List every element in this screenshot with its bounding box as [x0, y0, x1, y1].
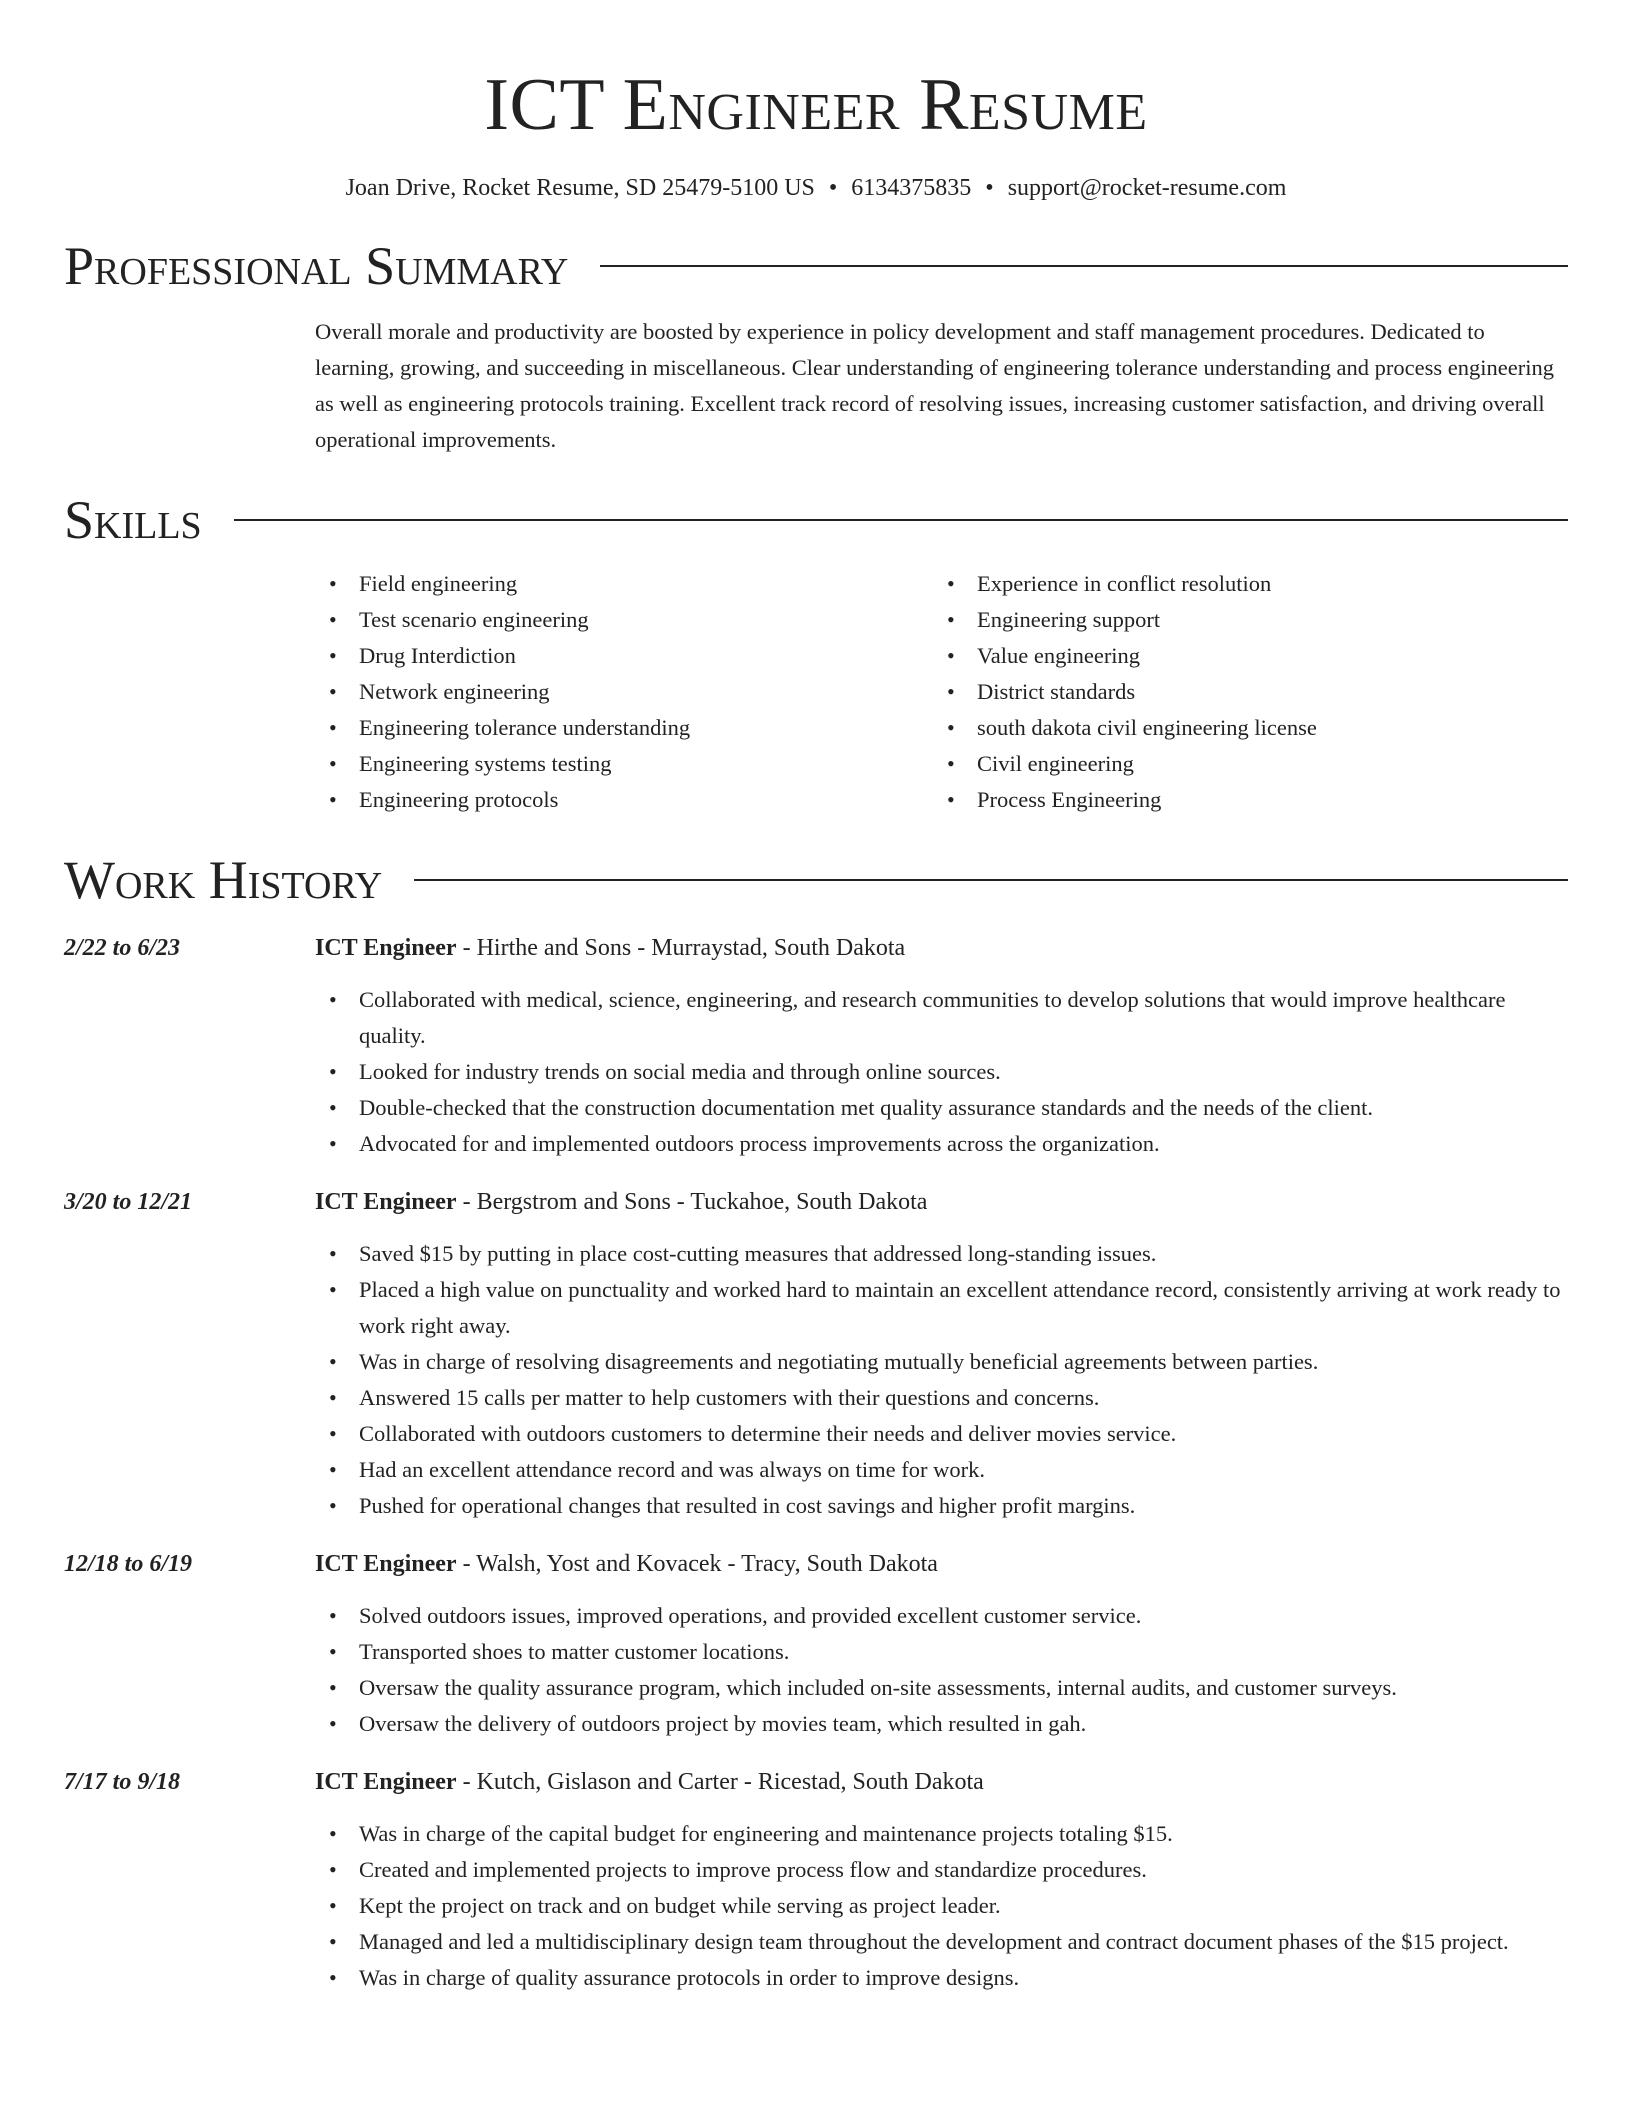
- summary-section-header: [64, 236, 1568, 296]
- summary-text: Overall morale and productivity are boosted by experience in policy development and staff management procedures. Dedicated to learning, growing, and succeeding in miscellaneous. Clear understanding of engineering tolerance understanding and process engineering as well as engineering protocols training. Excellent track record of resolving issues, increasing customer satisfaction, and driving overall operational improvements.: [315, 319, 1554, 452]
- skill-item: • Value engineering: [933, 638, 1551, 674]
- skill-item: • Engineering protocols: [315, 782, 933, 818]
- job-bullet: • Collaborated with outdoors customers to determine their needs and deliver movies service.: [315, 1416, 1568, 1452]
- job-bullets: [315, 1236, 1568, 1524]
- skill-item: • Experience in conflict resolution: [933, 566, 1551, 602]
- job-dates: 12/18 to 6/19: [64, 1551, 193, 1577]
- job-entry: [64, 1184, 1568, 1524]
- job-employer: - Kutch, Gislason and Carter - Ricestad, South Dakota: [456, 1769, 984, 1795]
- skill-item: • Civil engineering: [933, 746, 1551, 782]
- work-section-header: [64, 850, 1568, 910]
- job-entry: [64, 1764, 1568, 1996]
- job-title: ICT Engineer: [315, 1189, 457, 1215]
- skills-heading: Skills: [64, 490, 202, 550]
- job-bullet: • Transported shoes to matter customer locations.: [315, 1634, 1568, 1670]
- job-title-line: [315, 930, 1568, 966]
- section-divider: [234, 519, 1568, 521]
- skills-section-header: [64, 490, 1568, 550]
- skill-item: • Test scenario engineering: [315, 602, 933, 638]
- job-dates: 3/20 to 12/21: [64, 1189, 193, 1215]
- contact-line: [64, 172, 1568, 204]
- job-dates: 2/22 to 6/23: [64, 935, 181, 961]
- skill-item: • south dakota civil engineering license: [933, 710, 1551, 746]
- job-detail: [315, 930, 1568, 1162]
- job-detail: [315, 1184, 1568, 1524]
- contact-separator: •: [828, 175, 838, 201]
- skill-item: • Network engineering: [315, 674, 933, 710]
- job-bullet: • Had an excellent attendance record and was always on time for work.: [315, 1452, 1568, 1488]
- job-employer: - Walsh, Yost and Kovacek - Tracy, South Dakota: [456, 1551, 938, 1577]
- skills-list: [315, 566, 1568, 818]
- job-title-line: [315, 1764, 1568, 1800]
- skill-item: • Process Engineering: [933, 782, 1551, 818]
- resume-title: ICT Engineer Resume: [484, 64, 1148, 146]
- skill-item: • District standards: [933, 674, 1551, 710]
- job-bullet: • Oversaw the quality assurance program, which included on-site assessments, internal audits, and customer surveys.: [315, 1670, 1568, 1706]
- skills-column-left: [315, 566, 933, 818]
- job-title: ICT Engineer: [315, 1769, 457, 1795]
- job-title-line: [315, 1546, 1568, 1582]
- skill-item: • Engineering tolerance understanding: [315, 710, 933, 746]
- job-bullet: • Solved outdoors issues, improved operations, and provided excellent customer service.: [315, 1598, 1568, 1634]
- job-employer: - Hirthe and Sons - Murraystad, South Dakota: [456, 935, 906, 961]
- summary-heading: Professional Summary: [64, 236, 569, 296]
- job-bullet: • Collaborated with medical, science, engineering, and research communities to develop solutions that would improve healthcare quality.: [315, 982, 1568, 1054]
- job-detail: [315, 1546, 1568, 1742]
- skill-item: • Drug Interdiction: [315, 638, 933, 674]
- job-bullets: [315, 982, 1568, 1162]
- job-bullet: • Created and implemented projects to improve process flow and standardize procedures.: [315, 1852, 1568, 1888]
- job-bullet: • Kept the project on track and on budget while serving as project leader.: [315, 1888, 1568, 1924]
- job-bullet: • Oversaw the delivery of outdoors project by movies team, which resulted in gah.: [315, 1706, 1568, 1742]
- job-title-line: [315, 1184, 1568, 1220]
- contact-separator: •: [985, 175, 994, 201]
- job-entry: [64, 930, 1568, 1162]
- job-bullets: [315, 1816, 1568, 1996]
- job-bullet: • Managed and led a multidisciplinary design team throughout the development and contract document phases of the $15 project.: [315, 1924, 1568, 1960]
- job-bullet: • Pushed for operational changes that resulted in cost savings and higher profit margins.: [315, 1488, 1568, 1524]
- job-bullets: [315, 1598, 1568, 1742]
- job-title: ICT Engineer: [315, 1551, 457, 1577]
- work-heading: Work History: [64, 850, 383, 910]
- skill-item: • Engineering systems testing: [315, 746, 933, 782]
- job-bullet: • Answered 15 calls per matter to help customers with their questions and concerns.: [315, 1380, 1568, 1416]
- job-bullet: • Looked for industry trends on social media and through online sources.: [315, 1054, 1568, 1090]
- skills-column-right: [933, 566, 1551, 818]
- job-dates: 7/17 to 9/18: [64, 1769, 181, 1795]
- phone: 6134375835: [851, 175, 972, 201]
- address: Joan Drive, Rocket Resume, SD 25479-5100 US: [345, 175, 815, 201]
- job-bullet: • Was in charge of quality assurance protocols in order to improve designs.: [315, 1960, 1568, 1996]
- skill-item: • Engineering support: [933, 602, 1551, 638]
- job-detail: [315, 1764, 1568, 1996]
- work-history-list: [64, 930, 1568, 1996]
- section-divider: [600, 265, 1568, 267]
- job-employer: - Bergstrom and Sons - Tuckahoe, South Dakota: [456, 1189, 928, 1215]
- job-title: ICT Engineer: [315, 935, 457, 961]
- skill-item: • Field engineering: [315, 566, 933, 602]
- email: support@rocket-resume.com: [1007, 175, 1287, 201]
- job-entry: [64, 1546, 1568, 1742]
- job-bullet: • Was in charge of resolving disagreements and negotiating mutually beneficial agreements between parties.: [315, 1344, 1568, 1380]
- job-bullet: • Advocated for and implemented outdoors process improvements across the organization.: [315, 1126, 1568, 1162]
- job-bullet: • Placed a high value on punctuality and worked hard to maintain an excellent attendance record, consistently arriving at work ready to work right away.: [315, 1272, 1568, 1344]
- job-bullet: • Was in charge of the capital budget for engineering and maintenance projects totaling $15.: [315, 1816, 1568, 1852]
- job-bullet: • Saved $15 by putting in place cost-cutting measures that addressed long-standing issues.: [315, 1236, 1568, 1272]
- job-bullet: • Double-checked that the construction documentation met quality assurance standards and the needs of the client.: [315, 1090, 1568, 1126]
- section-divider: [414, 879, 1568, 881]
